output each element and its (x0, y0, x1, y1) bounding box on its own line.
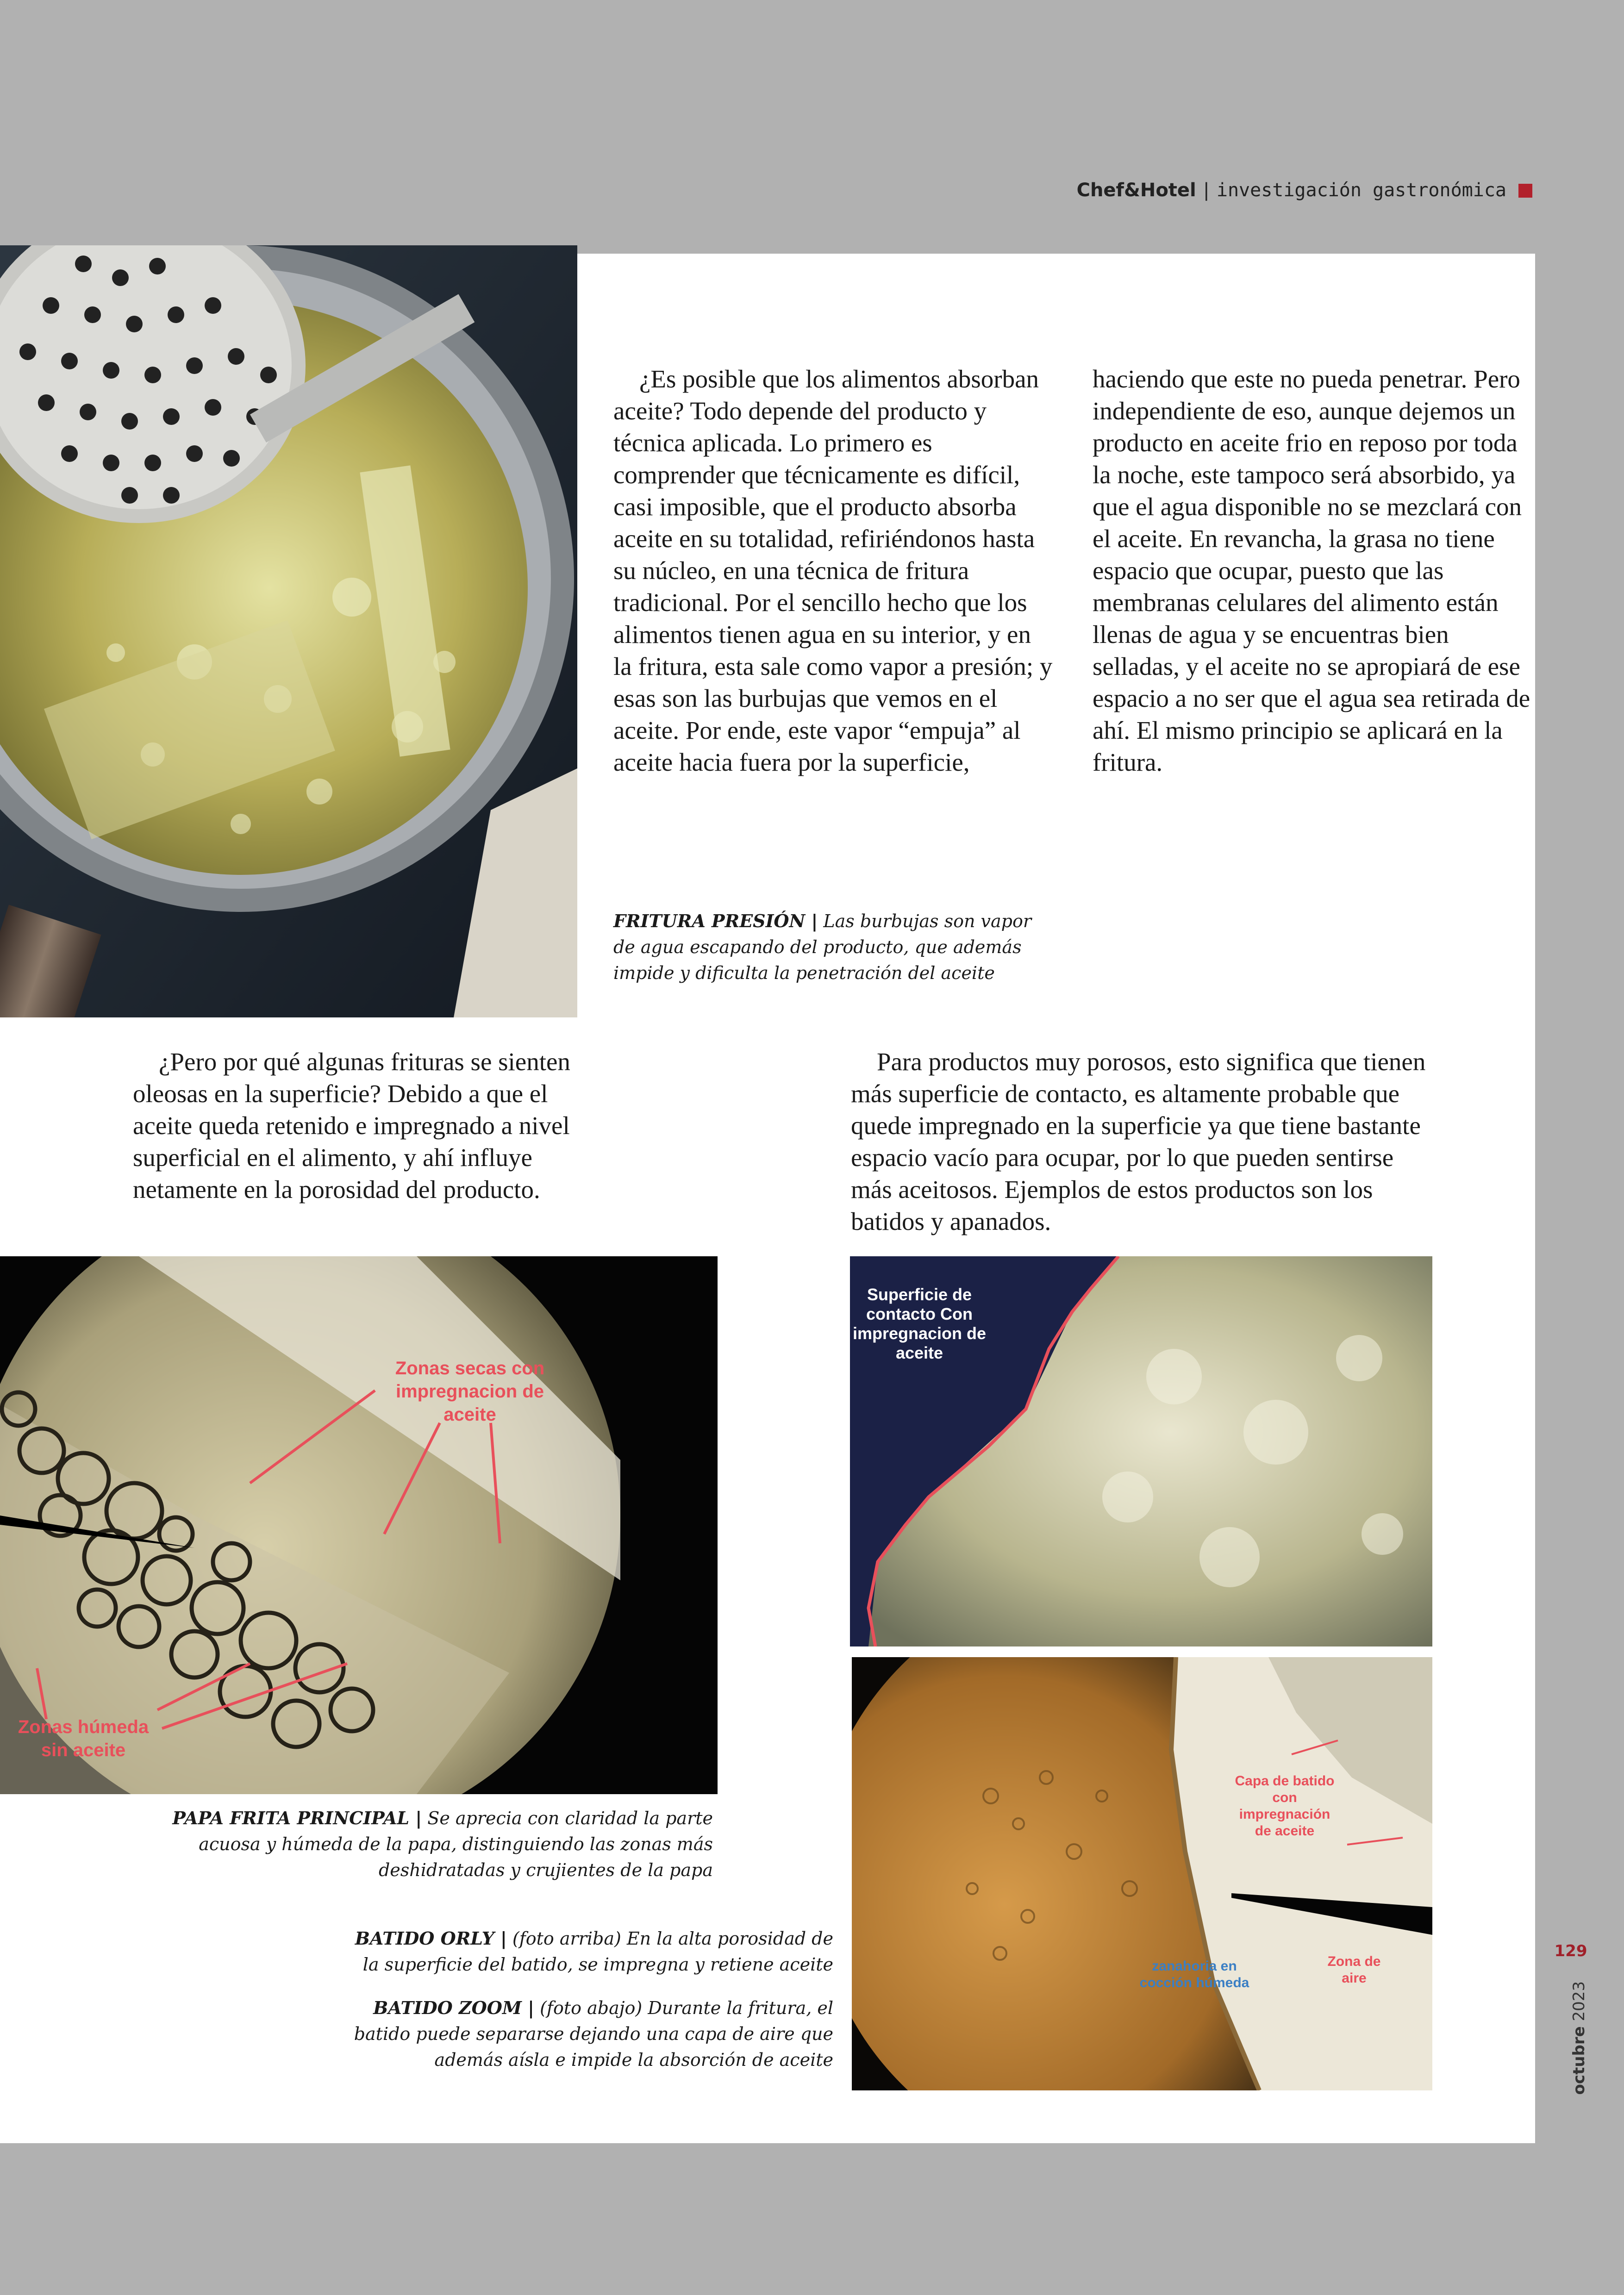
brand-name: Chef&Hotel (1076, 180, 1196, 201)
svg-text:impregnacion de: impregnacion de (395, 1381, 544, 1402)
caption-batido-orly: BATIDO ORLY | (foto arriba) En la alta porosidad de la superficie del batido, se impregna y retiene aceite (355, 1928, 833, 1975)
label-zanahoria: zanahoria en cocción húmeda (1139, 1958, 1249, 1990)
article-paragraph-1: ¿Es posible que los alimentos absorban aceite? Todo depende del producto y técnica aplicada. Lo primero es comprender que técnicamente es difícil, casi imposible, que el producto absorba aceite en su totalidad, refiriéndonos hasta su núcleo, en una técnica de fritura tradicional. Por el sencillo hecho que los alimentos tienen agua en su interior, y en la fritura, esta sale como vapor a presión; y esas son las burbujas que vemos en el aceite. Por ende, este vapor “empuja” al aceite hacia fuera por la superficie, (613, 365, 1053, 776)
header-separator: | (1200, 180, 1212, 201)
running-header (0, 180, 1532, 201)
label-superficie-contacto: Superficie de contacto Con impregnacion de aceite (852, 1285, 987, 1362)
svg-text:Zonas secas con: Zonas secas con (395, 1358, 545, 1378)
article-paragraph-2: haciendo que este no pueda penetrar. Pero independiente de eso, aunque dejemos un producto en aceite frio en reposo por toda la noche, este tampoco será absorbido, ya que el agua disponible no se mezclará con el aceite. En revancha, la grasa no tiene espacio que ocupar, puesto que las membranas celulares del alimento están llenas de agua y se encuentras bien selladas, y el aceite no se apropiará de ese espacio a no ser que el agua sea retirada de ahí. El mismo principio se aplicará en la fritura. (1093, 365, 1530, 776)
caption-batido-zoom: BATIDO ZOOM | (foto abajo) Durante la fritura, el batido puede separarse dejando una capa de aire que además aísla e impide la absorción de aceite (354, 1997, 833, 2070)
section-name: investigación gastronómica (1216, 180, 1506, 201)
issue-date: octubre 2023 (1570, 1981, 1588, 2095)
label-capa-batido: Capa de batido con impregnación de aceite (1235, 1773, 1335, 1839)
caption-fritura-presion: FRITURA PRESIÓN | Las burbujas son vapor de agua escapando del producto, que además impide y dificulta la penetración del aceite (613, 911, 1032, 983)
label-zona-aire: Zona de aire (1327, 1954, 1381, 1986)
photo-papa-frita-microscope (0, 1256, 718, 1794)
caption-papa-frita: PAPA FRITA PRINCIPAL | Se aprecia con claridad la parte acuosa y húmeda de la papa, distinguiendo las zonas más deshidratadas y crujientes de la papa (172, 1808, 713, 1880)
photo-batido-zoom (852, 1657, 1432, 2090)
article-paragraph-4: Para productos muy porosos, esto significa que tienen más superficie de contacto, es altamente probable que quede impregnado en la superficie ya que tiene bastante espacio vacío para ocupar, por lo que pueden sentirse más aceitosos. Ejemplos de estos productos son los batidos y apanados. (851, 1048, 1426, 1235)
svg-text:aceite: aceite (443, 1404, 496, 1425)
page-number: 129 (1554, 1942, 1587, 1960)
section-marker-square (1518, 184, 1532, 198)
photo-batido-orly (850, 1256, 1432, 1646)
svg-text:Zonas húmeda: Zonas húmeda (18, 1717, 149, 1737)
svg-text:sin aceite: sin aceite (41, 1740, 126, 1760)
article-paragraph-3: ¿Pero por qué algunas frituras se sienten oleosas en la superficie? Debido a que el aceite queda retenido e impregnado a nivel superficial en el alimento, y ahí influye netamente en la porosidad del producto. (133, 1048, 570, 1204)
photo-frying-skimmer (0, 245, 577, 1017)
